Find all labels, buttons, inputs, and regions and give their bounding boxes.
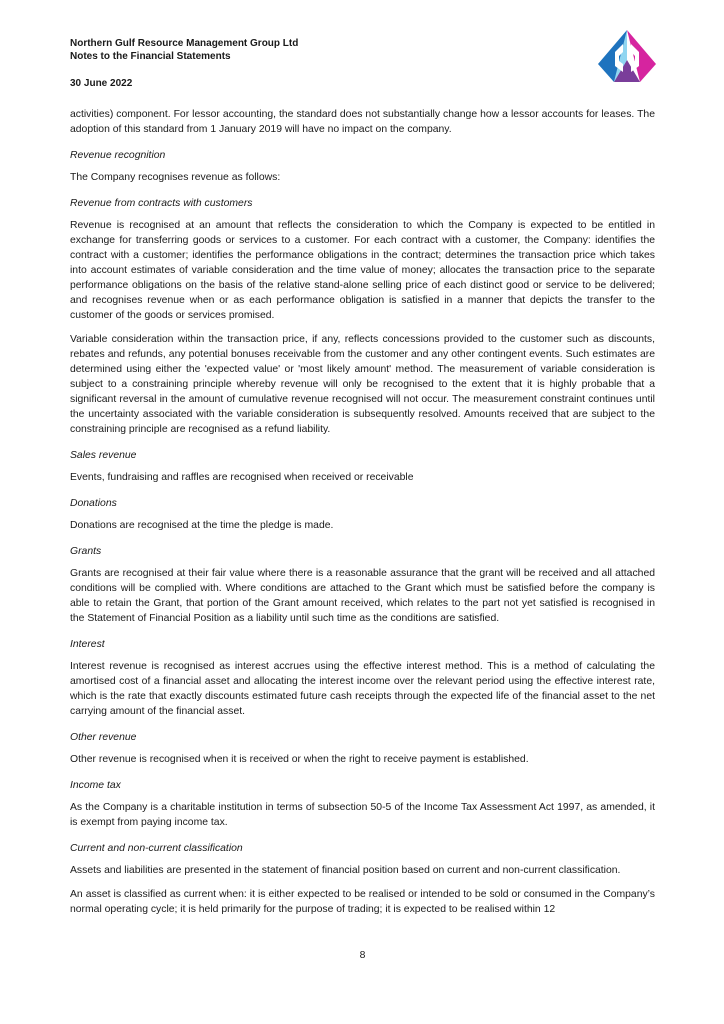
page-number: 8 [359,950,366,961]
classification-paragraph-1: Assets and liabilities are presented in the statement of financial position based on current and non-current classification. [70,865,621,876]
ngrmg-logo-icon [598,30,656,86]
grants-text: Grants are recognised at their fair value where there is a reasonable assurance that the grant will be received and all attached conditions will be complied with. Where conditions are attached to the Grant which must be satisfied before the company is able to retain the Grant, that portion of the Grant amount received, which relates to the part not yet satisfied is recognised in the Statement of Financial Position as a liability until such time as the conditions are satisfied. [70,568,655,624]
other-revenue-text: Other revenue is recognised when it is received or when the right to receive payment is established. [70,754,529,765]
contracts-paragraph-2: Variable consideration within the transaction price, if any, reflects concessions provided to the customer such as discounts, rebates and refunds, any potential bonuses receivable from the customer and any other contingent events. Such estimates are determined using either the 'expected value' or 'most likely amount' method. The measurement of variable consideration is subject to a constraining principle whereby revenue will only be recognised to the extent that it is highly probable that a significant reversal in the amount of cumulative revenue recognised will not occur. The measurement constraint continues until the uncertainty associated with the variable consideration is subsequently resolved. Amounts received that are subject to the constraining principle are recognised as a refund liability. [70,334,655,435]
heading-grants: Grants [70,546,102,557]
intro-paragraph: activities) component. For lessor accounting, the standard does not substantially change how a lessor accounts for leases. The adoption of this standard from 1 January 2019 will have no impact on the company. [70,109,655,135]
heading-classification: Current and non-current classification [70,843,243,854]
donations-text: Donations are recognised at the time the pledge is made. [70,520,334,531]
classification-paragraph-2: An asset is classified as current when: it is either expected to be realised or intended to be sold or consumed in the Company’s normal operating cycle; it is held primarily for the purpose of trading; it is expected to be realised within 12 [70,889,655,915]
document-page [70,0,655,1024]
sales-revenue-text: Events, fundraising and raffles are recognised when received or receivable [70,472,414,483]
heading-sales-revenue: Sales revenue [70,450,137,461]
contracts-paragraph-1: Revenue is recognised at an amount that reflects the consideration to which the Company is expected to be entitled in exchange for transferring goods or services to a customer. For each contract with a customer, the Company: identifies the contract with a customer; identifies the performance obligations in the contract; determines the transaction price which takes into account estimates of variable consideration and the time value of money; allocates the transaction price to the separate performance obligations on the basis of the relative stand-alone selling price of each distinct good or service to be delivered; and recognises revenue when or as each performance obligation is satisfied in a manner that depicts the transfer to the customer of the goods or services promised. [70,220,655,321]
header-date: 30 June 2022 [70,78,133,89]
interest-text: Interest revenue is recognised as interest accrues using the effective interest method. This is a method of calculating the amortised cost of a financial asset and allocating the interest income over the relevant period using the effective interest rate, which is the rate that exactly discounts estimated future cash receipts through the expected life of the financial asset to the net carrying amount of the financial asset. [70,661,655,717]
heading-other-revenue: Other revenue [70,732,137,743]
header-subtitle: Notes to the Financial Statements [70,51,231,62]
heading-income-tax: Income tax [70,780,121,791]
heading-donations: Donations [70,498,117,509]
income-tax-text: As the Company is a charitable institution in terms of subsection 50-5 of the Income Tax Assessment Act 1997, as amended, it is exempt from paying income tax. [70,802,655,828]
revenue-recognition-text: The Company recognises revenue as follows: [70,172,281,183]
header-company-name: Northern Gulf Resource Management Group Ltd [70,38,299,49]
heading-contracts-with-customers: Revenue from contracts with customers [70,198,253,209]
heading-revenue-recognition: Revenue recognition [70,150,166,161]
notes-content [70,107,655,926]
heading-interest: Interest [70,639,105,650]
